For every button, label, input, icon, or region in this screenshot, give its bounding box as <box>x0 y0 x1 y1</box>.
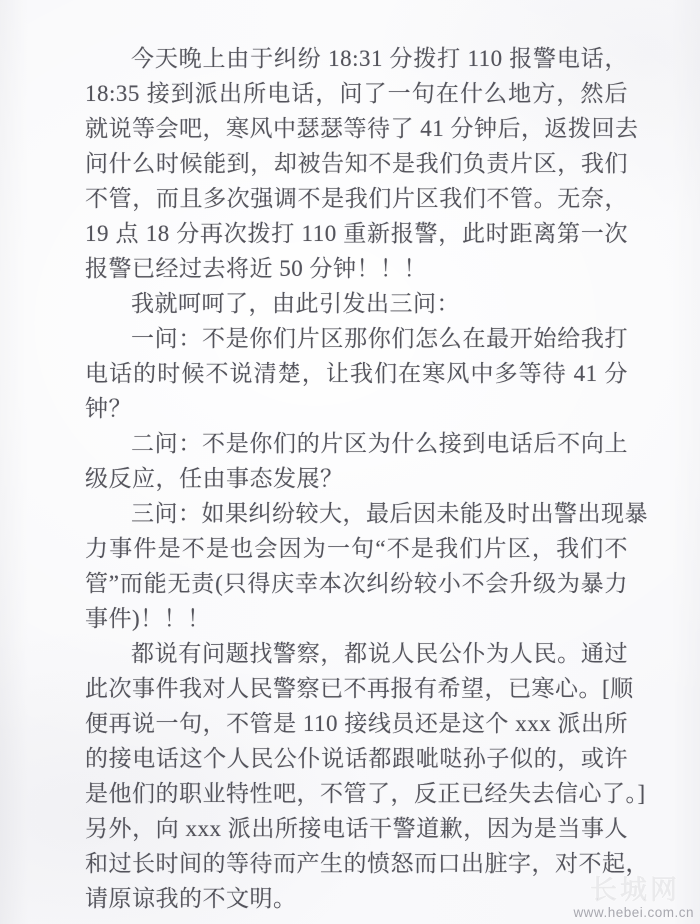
text-line: 二问：不是你们的片区为什么接到电话后不向上 <box>131 431 628 456</box>
text-line: 我就呵呵了，由此引发出三问： <box>131 291 460 316</box>
text-line: 不管，而且多次强调不是我们片区我们不管。无奈， <box>85 186 628 211</box>
text-line: 的接电话这个人民公仆说话都跟呲哒孙子似的，或许 <box>85 746 628 771</box>
text-line: 19 点 18 分再次拨打 110 重新报警，此时距离第一次 <box>85 221 628 246</box>
text-line: 请原谅我的不文明。 <box>85 886 297 911</box>
text-line: 事件)！！！ <box>85 606 211 631</box>
text-line: 级反应，任由事态发展？ <box>85 466 344 491</box>
watermark-url: www.hebei.com.cn <box>573 904 694 920</box>
text-line: 另外，向 xxx 派出所接电话干警道歉，因为是当事人 <box>85 816 628 841</box>
text-line: 力事件是不是也会因为一句“不是我们片区，我们不 <box>85 536 628 561</box>
text-line: 问什么时候能到，却被告知不是我们负责片区，我们 <box>85 151 628 176</box>
text-line: 18:35 接到派出所电话，问了一句在什么地方，然后 <box>85 81 628 106</box>
text-line: 三问：如果纠纷较大，最后因未能及时出警出现暴 <box>131 501 648 526</box>
text-line: 电话的时候不说清楚，让我们在寒风中多等待 41 分 <box>85 361 628 386</box>
changcheng-wang-logo: 长城网 <box>590 874 680 905</box>
text-line: 管”而能无责(只得庆幸本次纠纷较小不会升级为暴力 <box>85 571 628 596</box>
text-line: 一问：不是你们片区那你们怎么在最开始给我打 <box>131 326 628 351</box>
text-line: 就说等会吧，寒风中瑟瑟等待了 41 分钟后，返拨回去 <box>85 116 639 141</box>
text-line: 今天晚上由于纠纷 18:31 分拨打 110 报警电话， <box>131 46 628 71</box>
text-line: 钟？ <box>85 396 132 421</box>
text-line: 报警已经过去将近 50 分钟！！！ <box>85 256 427 281</box>
text-line: 此次事件我对人民警察已不再报有希望，已寒心。[顺 <box>85 676 634 701</box>
text-line: 和过长时间的等待而产生的愤怒而口出脏字，对不起， <box>85 851 649 876</box>
text-line: 便再说一句，不管是 110 接线员还是这个 xxx 派出所 <box>85 711 628 736</box>
text-line: 都说有问题找警察，都说人民公仆为人民。通过 <box>131 641 628 666</box>
text-line: 是他们的职业特性吧，不管了，反正已经失去信心了。] <box>85 781 646 806</box>
watermark <box>573 874 694 920</box>
